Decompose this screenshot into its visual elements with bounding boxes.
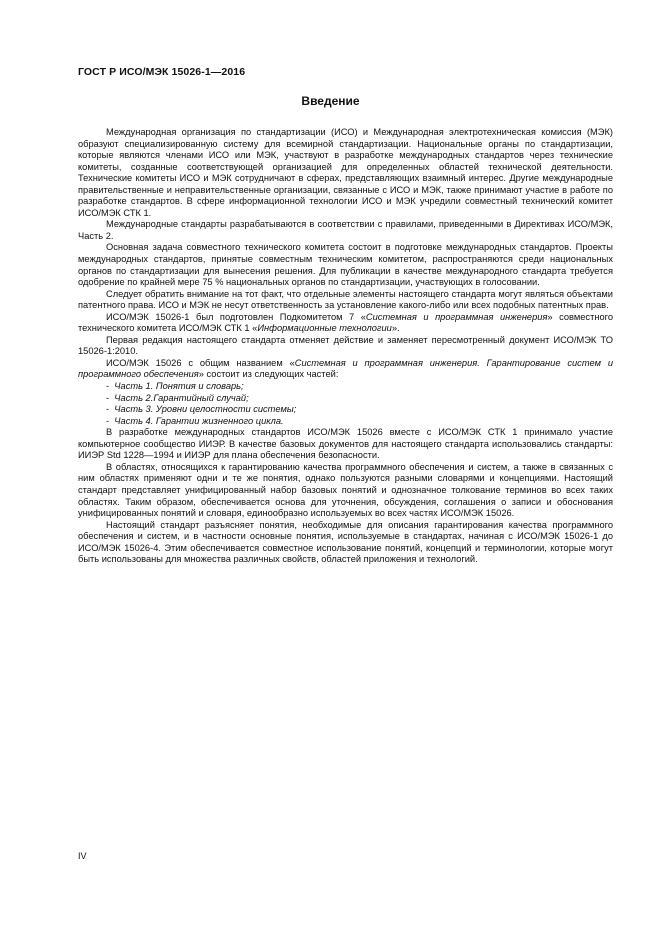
paragraph-series: ИСО/МЭК 15026 с общим названием «Системная и программная инженерия. Гарантирование систем и программного обеспечения» состоит из следующих частей: [78,357,613,380]
paragraph-intro: Международная организация по стандартизации (ИСО) и Международная электротехническая комиссия (МЭК) образуют специализированную систему для всемирной стандартизации. Национальные органы по стандартизации, которые являются членами ИСО или МЭК, участвуют в разработке международных стандартов через технические комитеты, созданные соответствующей организацией для определенных областей технической деятельности. Технические комитеты ИСО и МЭК сотрудничают в сферах, представляющих взаимный интерес. Другие международные правительственные и неправительственные организации, связанные с ИСО и МЭК, также принимают участие в работе по разработке стандартов. В сфере информационной технологии ИСО и МЭК учредили совместный технический комитет ИСО/МЭК СТК 1. [78,127,613,218]
paragraph-purpose: Настоящий стандарт разъясняет понятия, необходимые для описания гарантирования качества программного обеспечения и систем, и в частности основные понятия, используемые в стандартах, начиная с ИСО/МЭК 15026-1 до ИСО/МЭК 15026-4. Этим обеспечивается совместное использование понятий, концепций и терминологии, которые могут быть использованы для множества различных свойств, областей приложения и технологий. [78,519,613,565]
introduction-body [78,127,613,566]
paragraph-assurance-areas: В областях, относящихся к гарантированию качества программного обеспечения и систем, а также в связанных с ним областях применяют одни и те же понятия, однако пользуются разными словарями и концепциями. Настоящий стандарт представляет унифицированный набор базовых понятий и однозначное толкование терминов во всех таких областях. Таким образом, обеспечивается основа для уточнения, обсуждения, соглашения о записи и обоснования унифицированных понятий и словаря, единообразно используемых во всех частях ИСО/МЭК 15026. [78,461,613,519]
list-item: - Часть 1. Понятия и словарь; [106,381,244,392]
paragraph-patents: Следует обратить внимание на тот факт, что отдельные элементы настоящего стандарта могут являться объектами патентного права. ИСО и МЭК не несут ответственность за установление какого-либо или всех подобных патентных прав. [78,288,613,311]
list-item: - Часть 3. Уровни целостности системы; [106,404,297,415]
paragraph-first-edition: Первая редакция настоящего стандарта отменяет действие и заменяет пересмотренный документ ИСО/МЭК ТО 15026-1:2010. [78,334,613,357]
page-number: IV [78,851,87,861]
paragraph-ieee: В разработке международных стандартов ИСО/МЭК 15026 вместе с ИСО/МЭК СТК 1 принимало участие компьютерное сообщество ИИЭР. В качестве базовых документов для настоящего стандарта использовались стандарты: ИИЭР Std 1228—1994 и ИИЭР для плана обеспечения безопасности. [78,427,613,461]
list-item: - Часть 4. Гарантии жизненного цикла. [106,415,284,426]
standard-header: ГОСТ Р ИСО/МЭК 15026-1—2016 [78,66,246,78]
list-item: - Часть 2.Гарантийный случай; [106,392,249,403]
page-title: Введение [301,94,360,108]
paragraph-rules: Международные стандарты разрабатываются в соответствии с правилами, приведенными в Директивах ИСО/МЭК, Часть 2. [78,219,613,241]
paragraph-committee-task: Основная задача совместного технического комитета состоит в подготовке международных стандартов. Проекты международных стандартов, принятые совместным техническим комитетом, распространяются среди национальных органов по стандартизации для вынесения решения. Для публикации в качестве международного стандарта требуется одобрение по крайней мере 75 % национальных органов по стандартизации, участвующих в голосовании. [78,242,613,288]
paragraph-prepared-by: ИСО/МЭК 15026-1 был подготовлен Подкомитетом 7 «Системная и программная инженерия» совместного технического комитета ИСО/МЭК СТК 1 «Информационные технологии». [78,311,613,334]
